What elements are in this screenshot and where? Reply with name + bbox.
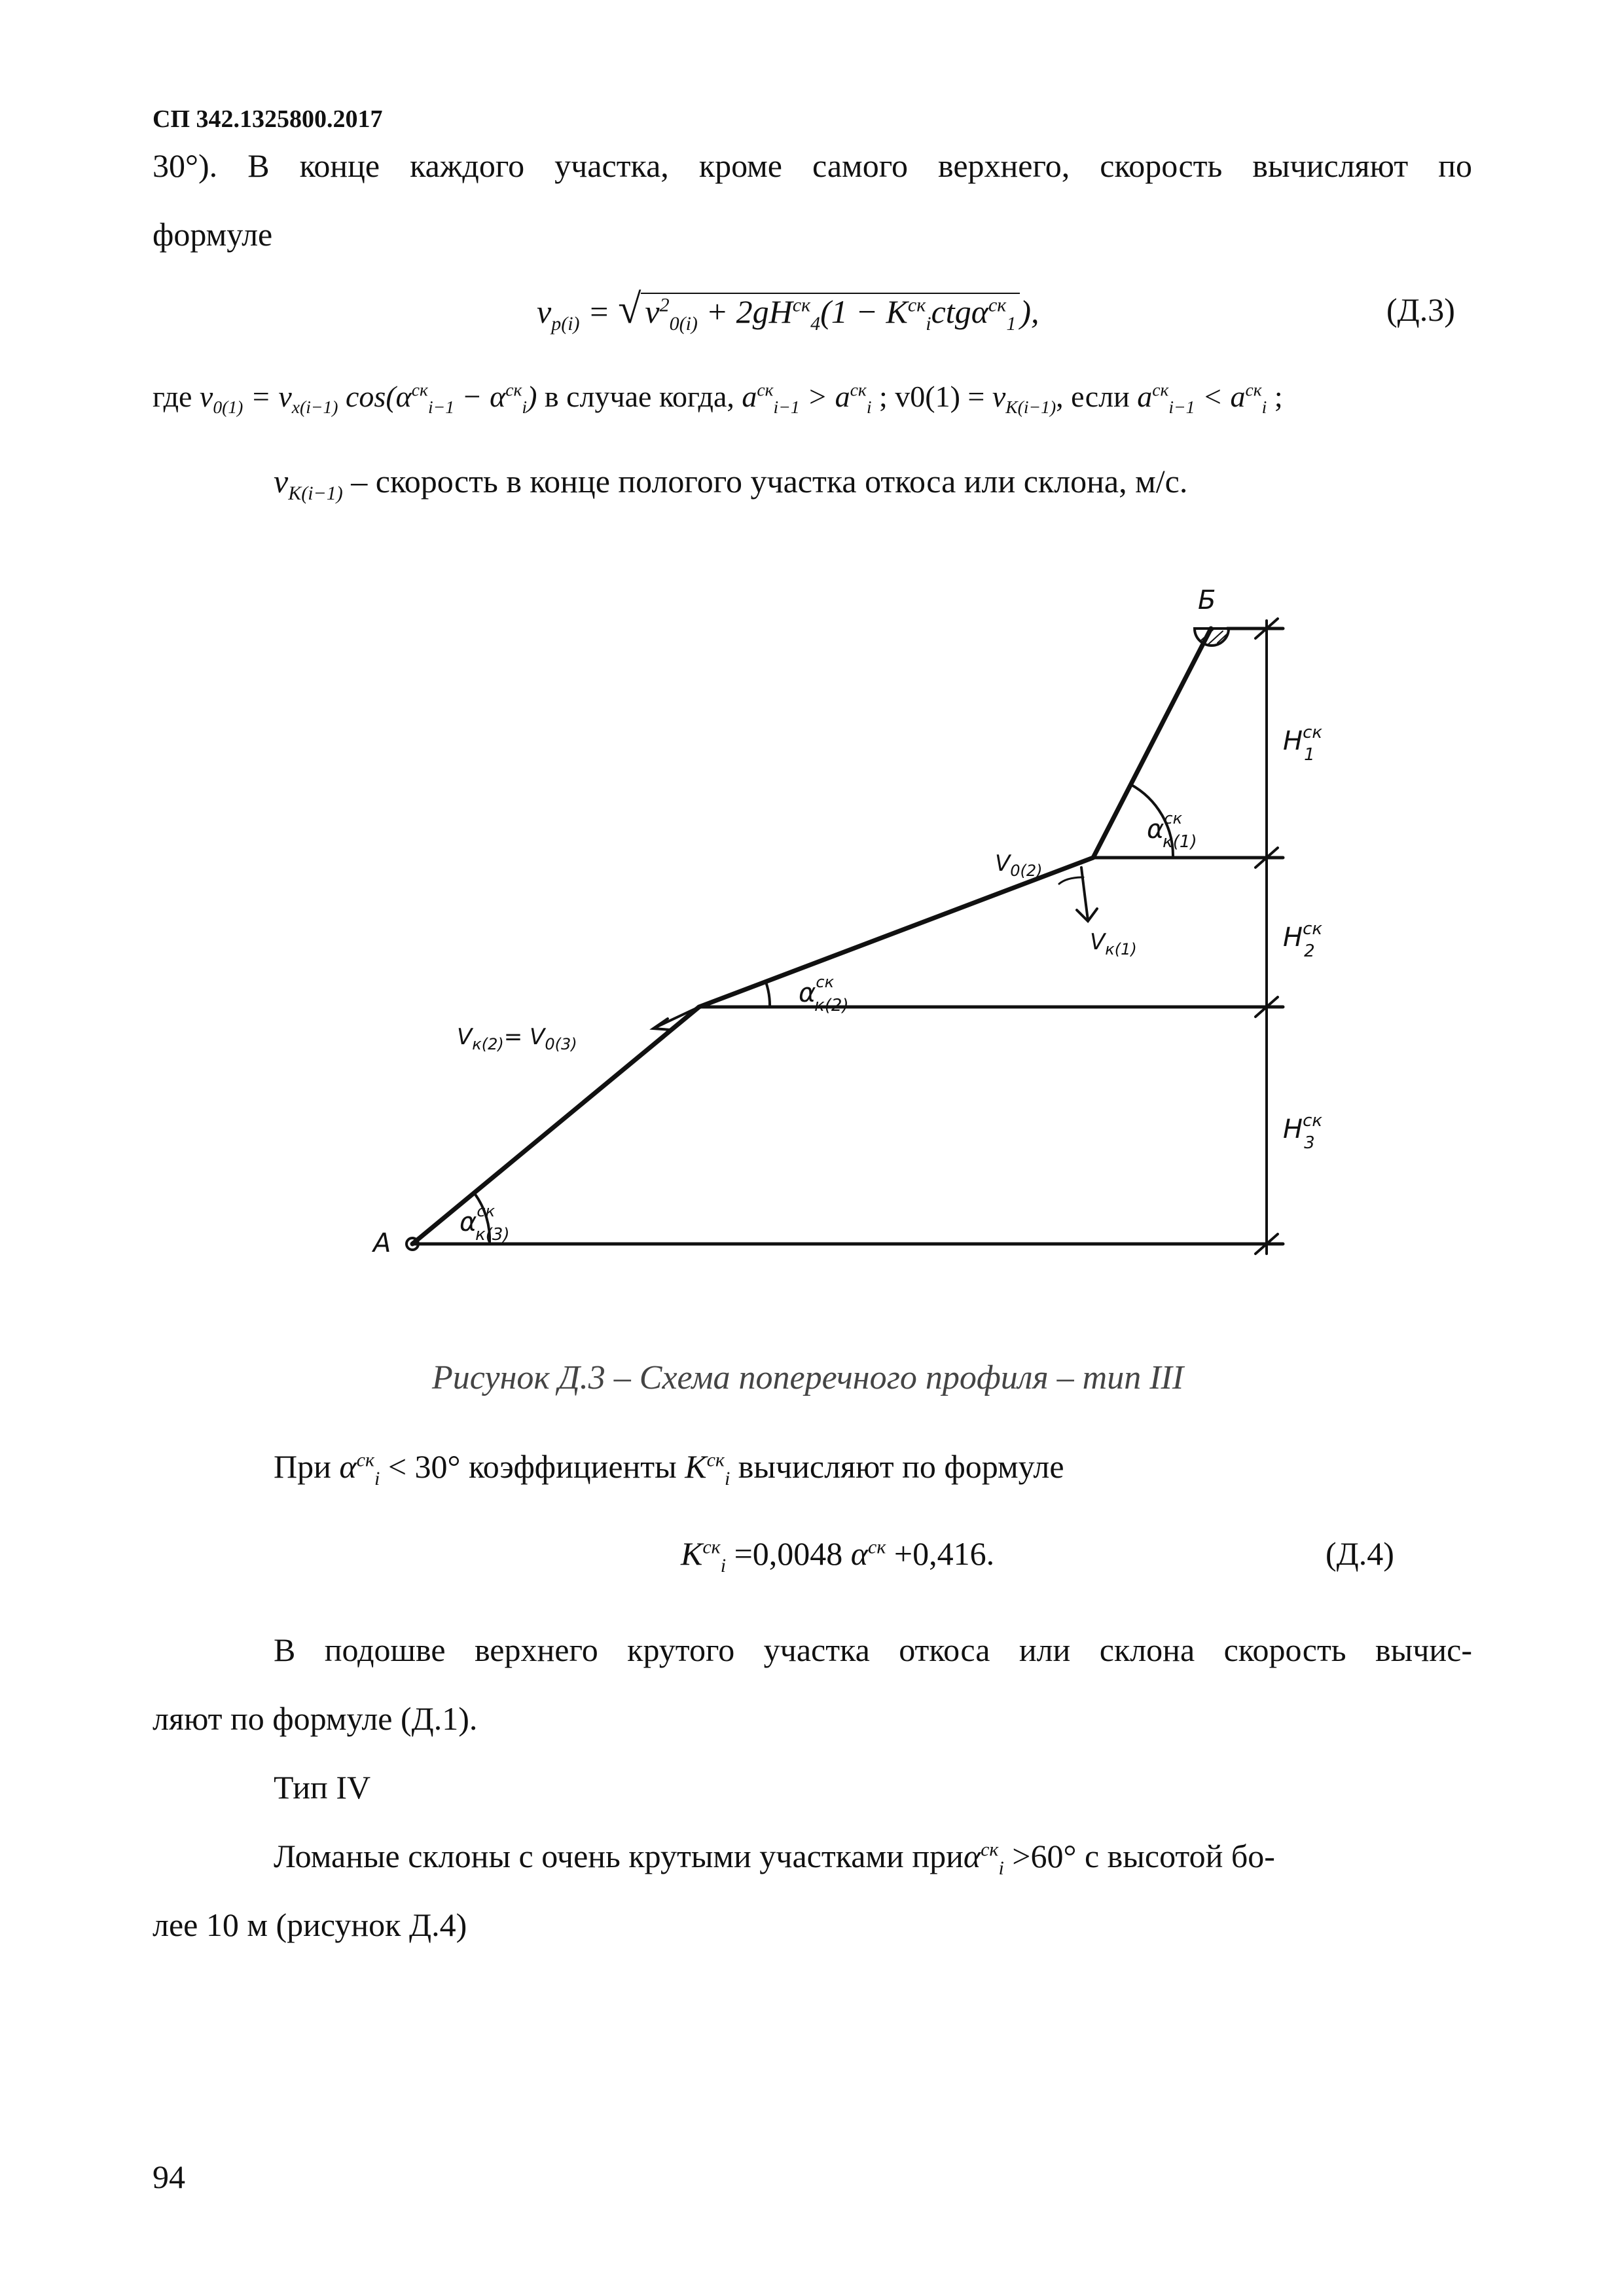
paragraph-line: ляют по формуле (Д.1). xyxy=(153,1700,478,1737)
velocity-arrow-v02 xyxy=(1059,877,1083,884)
formula-d3: $v_{p(i)}$ = √ $v^2_{0(i)} + 2gH^{ск}_4(1 - K^{ск}_ictg\alpha^{ск}_1$ ), xyxy=(537,285,1039,335)
label-vk1: $V_{к(1)}$ xyxy=(1090,929,1137,958)
label-v02: $V_{0(2)}$ xyxy=(995,850,1043,880)
formula-number: (Д.3) xyxy=(1386,291,1455,328)
label-b: Б xyxy=(1198,585,1216,615)
velocity-arrow-vk1 xyxy=(1081,867,1088,920)
paragraph-line: При $\alpha^{ск}_i < 30^\circ$ коэффициенты $K^{ск}_i$ вычисляют по формуле xyxy=(274,1448,1064,1489)
paragraph-line: 30°). В конце каждого участка, кроме самого верхнего, скорость вычисляют по xyxy=(153,147,1472,184)
vk-definition: $v_{K(i-1)}$ – скорость в конце пологого участка откоса или склона, м/с. xyxy=(274,463,1188,504)
label-vk2-v03: $V_{к(2)}= V_{0(3)}$ xyxy=(457,1024,577,1053)
label-a: А xyxy=(373,1228,391,1258)
page-number: 94 xyxy=(153,2159,185,2195)
formula-number: (Д.4) xyxy=(1326,1535,1394,1572)
type-heading: Тип IV xyxy=(274,1769,371,1806)
label-h1: $H^{ск}$ 1 xyxy=(1283,723,1323,765)
paragraph-line: формуле xyxy=(153,216,273,253)
figure-caption: Рисунок Д.3 – Схема поперечного профиля – тип III xyxy=(432,1359,1184,1396)
slope-segment-2 xyxy=(699,858,1093,1007)
label-alpha-k1: $\alpha^{ск}$ к(1) xyxy=(1147,809,1197,852)
label-alpha-k3: $\alpha^{ск}$ к(3) xyxy=(460,1202,510,1245)
angle-arc-2 xyxy=(766,982,770,1007)
paragraph-line: лее 10 м (рисунок Д.4) xyxy=(153,1906,467,1943)
label-h2: $H^{ск}$ 2 xyxy=(1283,919,1323,961)
profile-diagram xyxy=(314,570,1335,1303)
where-line: где $v_{0(1)} = v_{x(i-1)}$ $\cos(\alpha^{ск}_{i-1} - \alpha^{ск}_i)$ в случае когда, $a^{ск}_{i-1} > a^{ск}_i$ ; $v0(1) = v_{K(i-1)}$, если $a^{ск}_{i-1} < a^{ск}_i$ ; xyxy=(153,379,1283,418)
paragraph-line: Ломаные склоны с очень крутыми участками приα$^{ск}_i$ >60° с высотой бо- xyxy=(274,1838,1275,1879)
label-alpha-k2: $\alpha^{ск}$ к(2) xyxy=(799,973,849,1015)
document-code: СП 342.1325800.2017 xyxy=(153,105,383,133)
paragraph-line: В подошве верхнего крутого участка откоса или склона скорость вычис- xyxy=(274,1631,1472,1668)
formula-d4: $K^{ск}_i =0,0048$ $\alpha^{ск} +0,416$. xyxy=(681,1535,995,1576)
label-h3: $H^{ск}$ 3 xyxy=(1283,1111,1323,1153)
